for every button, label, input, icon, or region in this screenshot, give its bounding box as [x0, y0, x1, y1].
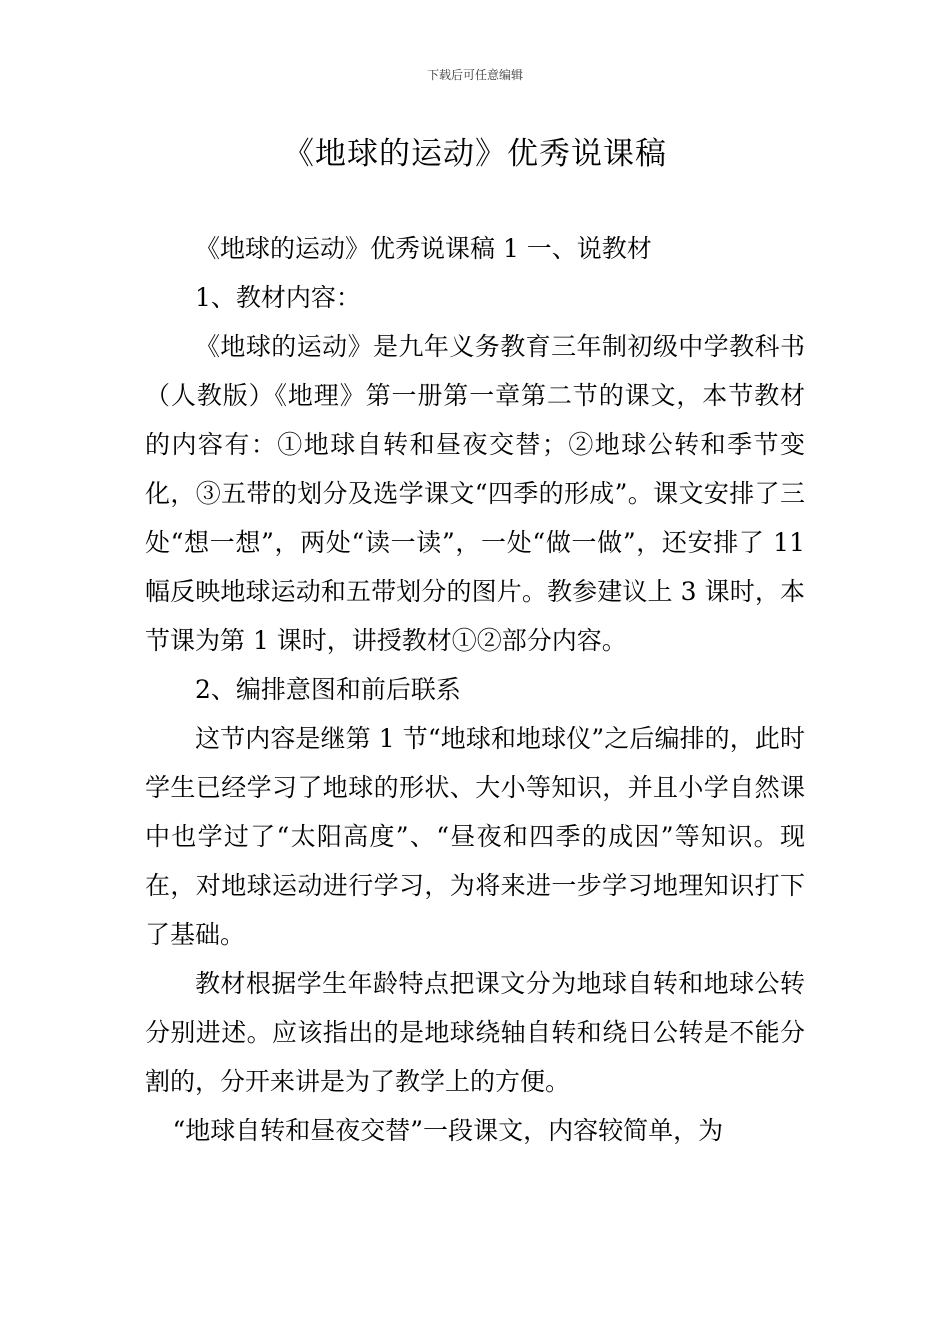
paragraph-subheading-intent: 2、编排意图和前后联系	[195, 675, 461, 704]
document-body	[145, 224, 805, 1155]
paragraph-structure-note: 教材根据学生年龄特点把课文分为地球自转和地球公转分别进述。应该指出的是地球绕轴自转和绕日公转是不能分割的，分开来讲是为了教学上的方便。	[145, 969, 805, 1096]
paragraph-subheading-content: 1、教材内容：	[195, 283, 361, 312]
paragraph-heading: 《地球的运动》优秀说课稿 1 一、说教材	[195, 234, 652, 263]
document-title: 《地球的运动》优秀说课稿	[283, 136, 667, 172]
paragraph-content-description: 《地球的运动》是九年义务教育三年制初级中学教科书（人教版）《地理》第一册第一章第二节的课文，本节教材的内容有：①地球自转和昼夜交替；②地球公转和季节变化，③五带的划分及选学课文“四季的形成”。课文安排了三处“想一想”，两处“读一读”，一处“做一做”，还安排了 11 幅反映地球运动和五带划分的图片。教参建议上 3 课时，本节课为第 1 课时，讲授教材①②部分内容。	[145, 332, 805, 655]
paragraph-intent-description: 这节内容是继第 1 节“地球和地球仪”之后编排的，此时学生已经学习了地球的形状、大小等知识，并且小学自然课中也学过了“太阳高度”、“昼夜和四季的成因”等知识。现在，对地球运动进行学习，为将来进一步学习地理知识打下了基础。	[145, 724, 805, 949]
paragraph-rotation-intro: “地球自转和昼夜交替”一段课文，内容较简单，为	[172, 1116, 724, 1145]
header-note: 下载后可任意编辑	[426, 68, 523, 82]
